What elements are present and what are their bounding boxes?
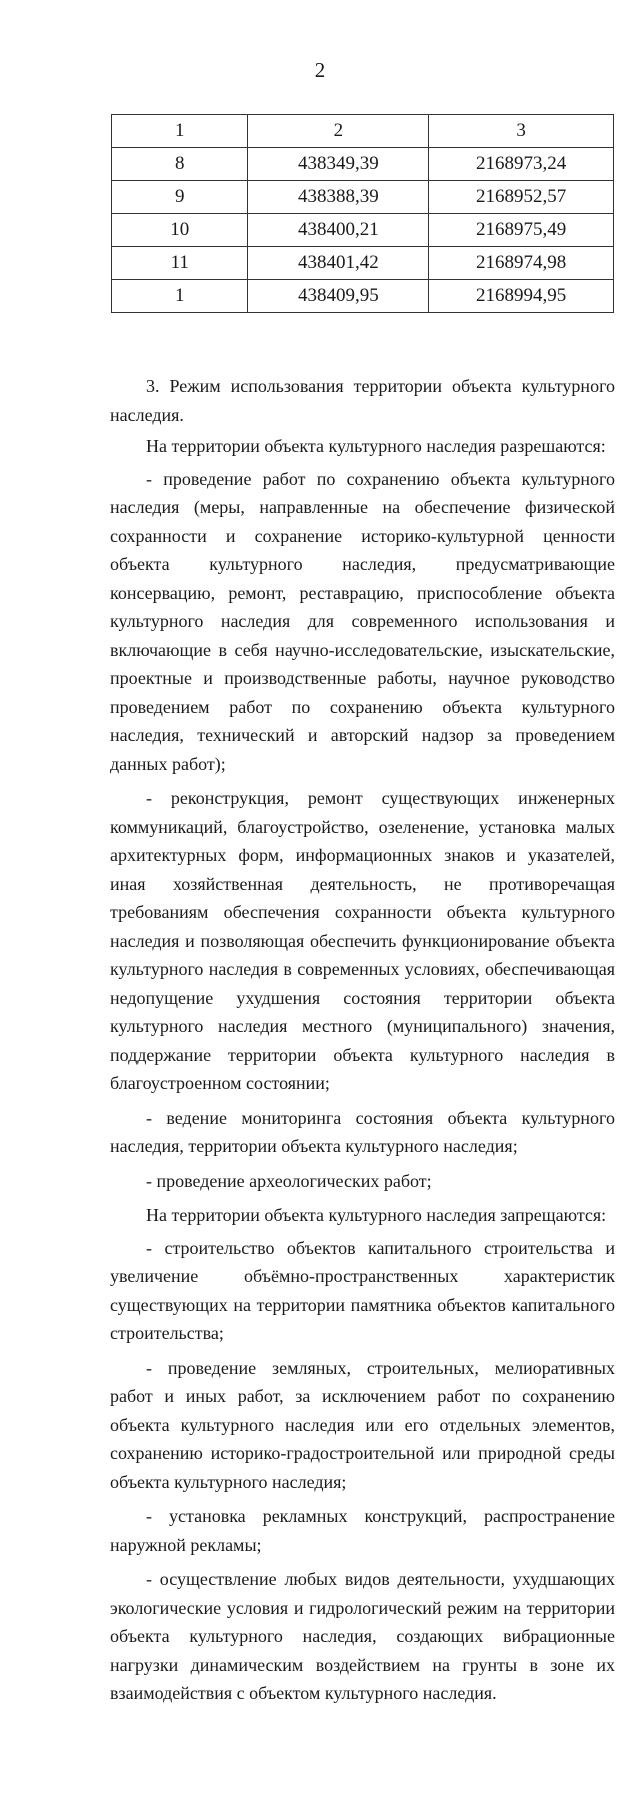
y-coordinate-cell: 2168973,24 xyxy=(429,148,614,181)
table-header-row xyxy=(112,115,614,148)
header-cell: 2 xyxy=(248,115,429,148)
coordinates-table xyxy=(111,114,614,313)
x-coordinate-cell: 438388,39 xyxy=(248,181,429,214)
table-row xyxy=(112,280,614,313)
table-row xyxy=(112,247,614,280)
x-coordinate-cell: 438409,95 xyxy=(248,280,429,313)
point-number-cell: 11 xyxy=(112,247,248,280)
table-row xyxy=(112,181,614,214)
y-coordinate-cell: 2168994,95 xyxy=(429,280,614,313)
forbidden-item: - осуществление любых видов деятельности, ухудшающих экологические условия и гидрологический режим на территории объекта культурного наследия, создающих вибрационные нагрузки динамическим воздействием на грунты в зоне их взаимодействия с объектом культурного наследия. xyxy=(110,1569,615,1703)
section-heading: 3. Режим использования территории объекта культурного наследия. xyxy=(110,376,615,425)
table-row xyxy=(112,214,614,247)
x-coordinate-cell: 438401,42 xyxy=(248,247,429,280)
point-number-cell: 1 xyxy=(112,280,248,313)
allowed-intro: На территории объекта культурного наследия разрешаются: xyxy=(146,436,606,456)
page-number: 2 xyxy=(314,58,326,82)
allowed-item: - ведение мониторинга состояния объекта культурного наследия, территории объекта культурного наследия; xyxy=(110,1107,615,1156)
point-number-cell: 9 xyxy=(112,181,248,214)
point-number-cell: 10 xyxy=(112,214,248,247)
allowed-item: - реконструкция, ремонт существующих инженерных коммуникаций, благоустройство, озеленение, установка малых архитектурных форм, информационных знаков и указателей, иная хозяйственная деятельность, не противоречащая требованиям обеспечения сохранности объекта культурного наследия и позволяющая обеспечить функционирование объекта культурного наследия в современных условиях, обеспечивающая недопущение ухудшения состояния территории объекта культурного наследия местного (муниципального) значения, поддержание территории объекта культурного наследия в благоустроенном состоянии; xyxy=(110,788,615,1093)
x-coordinate-cell: 438400,21 xyxy=(248,214,429,247)
y-coordinate-cell: 2168952,57 xyxy=(429,181,614,214)
table-row xyxy=(112,148,614,181)
x-coordinate-cell: 438349,39 xyxy=(248,148,429,181)
point-number-cell: 8 xyxy=(112,148,248,181)
forbidden-item: - строительство объектов капитального строительства и увеличение объёмно-пространственных характеристик существующих на территории памятника объектов капитального строительства; xyxy=(110,1237,615,1343)
y-coordinate-cell: 2168975,49 xyxy=(429,214,614,247)
header-cell: 3 xyxy=(429,115,614,148)
forbidden-item: - установка рекламных конструкций, распространение наружной рекламы; xyxy=(110,1506,615,1555)
header-cell: 1 xyxy=(112,115,248,148)
allowed-item: - проведение работ по сохранению объекта культурного наследия (меры, направленные на обеспечение физической сохранности и сохранение историко-культурной ценности объекта культурного наследия, предусматривающие консервацию, ремонт, реставрацию, приспособление объекта культурного наследия для современного использования и включающие в себя научно-исследовательские, изыскательские, проектные и производственные работы, научное руководство проведением работ по сохранению объекта культурного наследия, технический и авторский надзор за проведением данных работ); xyxy=(110,468,615,774)
section-body xyxy=(110,372,615,1714)
forbidden-item: - проведение земляных, строительных, мелиоративных работ и иных работ, за исключением работ по сохранению объекта культурного наследия или его отдельных элементов, сохранению историко-градостроительной или природной среды объекта культурного наследия; xyxy=(110,1357,615,1492)
forbidden-intro: На территории объекта культурного наследия запрещаются: xyxy=(146,1205,607,1225)
allowed-item: - проведение археологических работ; xyxy=(146,1170,432,1191)
y-coordinate-cell: 2168974,98 xyxy=(429,247,614,280)
